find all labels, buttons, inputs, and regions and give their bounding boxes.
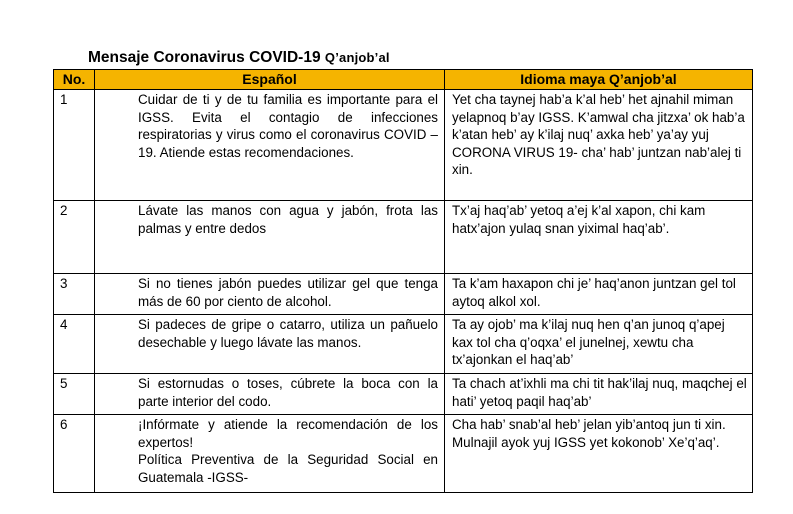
table-row [54,90,753,201]
table-row [54,373,753,414]
row-number: 5 [54,373,95,414]
table-row [54,415,753,493]
row-number: 2 [54,201,95,274]
spanish-text: Cuidar de ti y de tu familia es importante para el IGSS. Evita el contagio de infecciones respiratorias y virus como el coronavirus COVID – 19. Atiende estas recomendaciones. [95,90,445,201]
header-qanjobal: Idioma maya Q’anjob’al [445,70,753,90]
spanish-text: Lávate las manos con agua y jabón, frota las palmas y entre dedos [95,201,445,274]
spanish-text: Si padeces de gripe o catarro, utiliza un pañuelo desechable y luego lávate las manos. [95,315,445,374]
title-main: Mensaje Coronavirus COVID-19 [88,49,321,66]
table-header-row [54,70,753,90]
table-row [54,274,753,315]
qanjobal-line: Mulnajil ayok yuj IGSS yet kokonob’ Xe’q’aq’. [452,434,720,450]
spanish-line: ¡Infórmate y atiende la recomendación de los expertos! [138,417,438,450]
table-row [54,201,753,274]
header-spanish: Español [95,70,445,90]
qanjobal-text: Ta chach at’ixhli ma chi tit hak’ilaj nuq, maqchej el hati’ yetoq paqil haq’ab’ [445,373,753,414]
qanjobal-text: Tx’aj haq’ab’ yetoq a’ej k’al xapon, chi kam hatx’ajon yulaq snan yiximal haq’ab’. [445,201,753,274]
qanjobal-text: Ta ay ojob’ ma k’ilaj nuq hen q’an junoq q’apej kax tol cha q’oqxa’ el junelnej, xewtu cha tx’ajonkan el haq’ab’ [445,315,753,374]
document-title [88,49,390,67]
spanish-text: Si estornudas o toses, cúbrete la boca con la parte interior del codo. [95,373,445,414]
qanjobal-text: Yet cha taynej hab’a k’al heb’ het ajnahil miman yelapnoq b’ay IGSS. K’amwal cha jitzxa’ ok hab’a k’atan heb’ ay k’ilaj nuq’ axka heb’ ya’ay yuj CORONA VIRUS 19- cha’ hab’ juntzan nab’alej ti xin. [445,90,753,201]
message-table [53,69,753,493]
qanjobal-text: Ta k’am haxapon chi je’ haq’anon juntzan gel tol aytoq alkol xol. [445,274,753,315]
table-row [54,315,753,374]
row-number: 1 [54,90,95,201]
qanjobal-text [445,415,753,493]
row-number: 3 [54,274,95,315]
spanish-text [95,415,445,493]
qanjobal-line: Cha hab’ snab’al heb’ jelan yib’antoq jun ti xin. [452,417,726,433]
row-number: 6 [54,415,95,493]
spanish-line: Política Preventiva de la Seguridad Social en Guatemala -IGSS- [138,452,438,485]
title-language: Q’anjob’al [324,50,390,65]
header-number: No. [54,70,95,90]
row-number: 4 [54,315,95,374]
spanish-text: Si no tienes jabón puedes utilizar gel que tenga más de 60 por ciento de alcohol. [95,274,445,315]
